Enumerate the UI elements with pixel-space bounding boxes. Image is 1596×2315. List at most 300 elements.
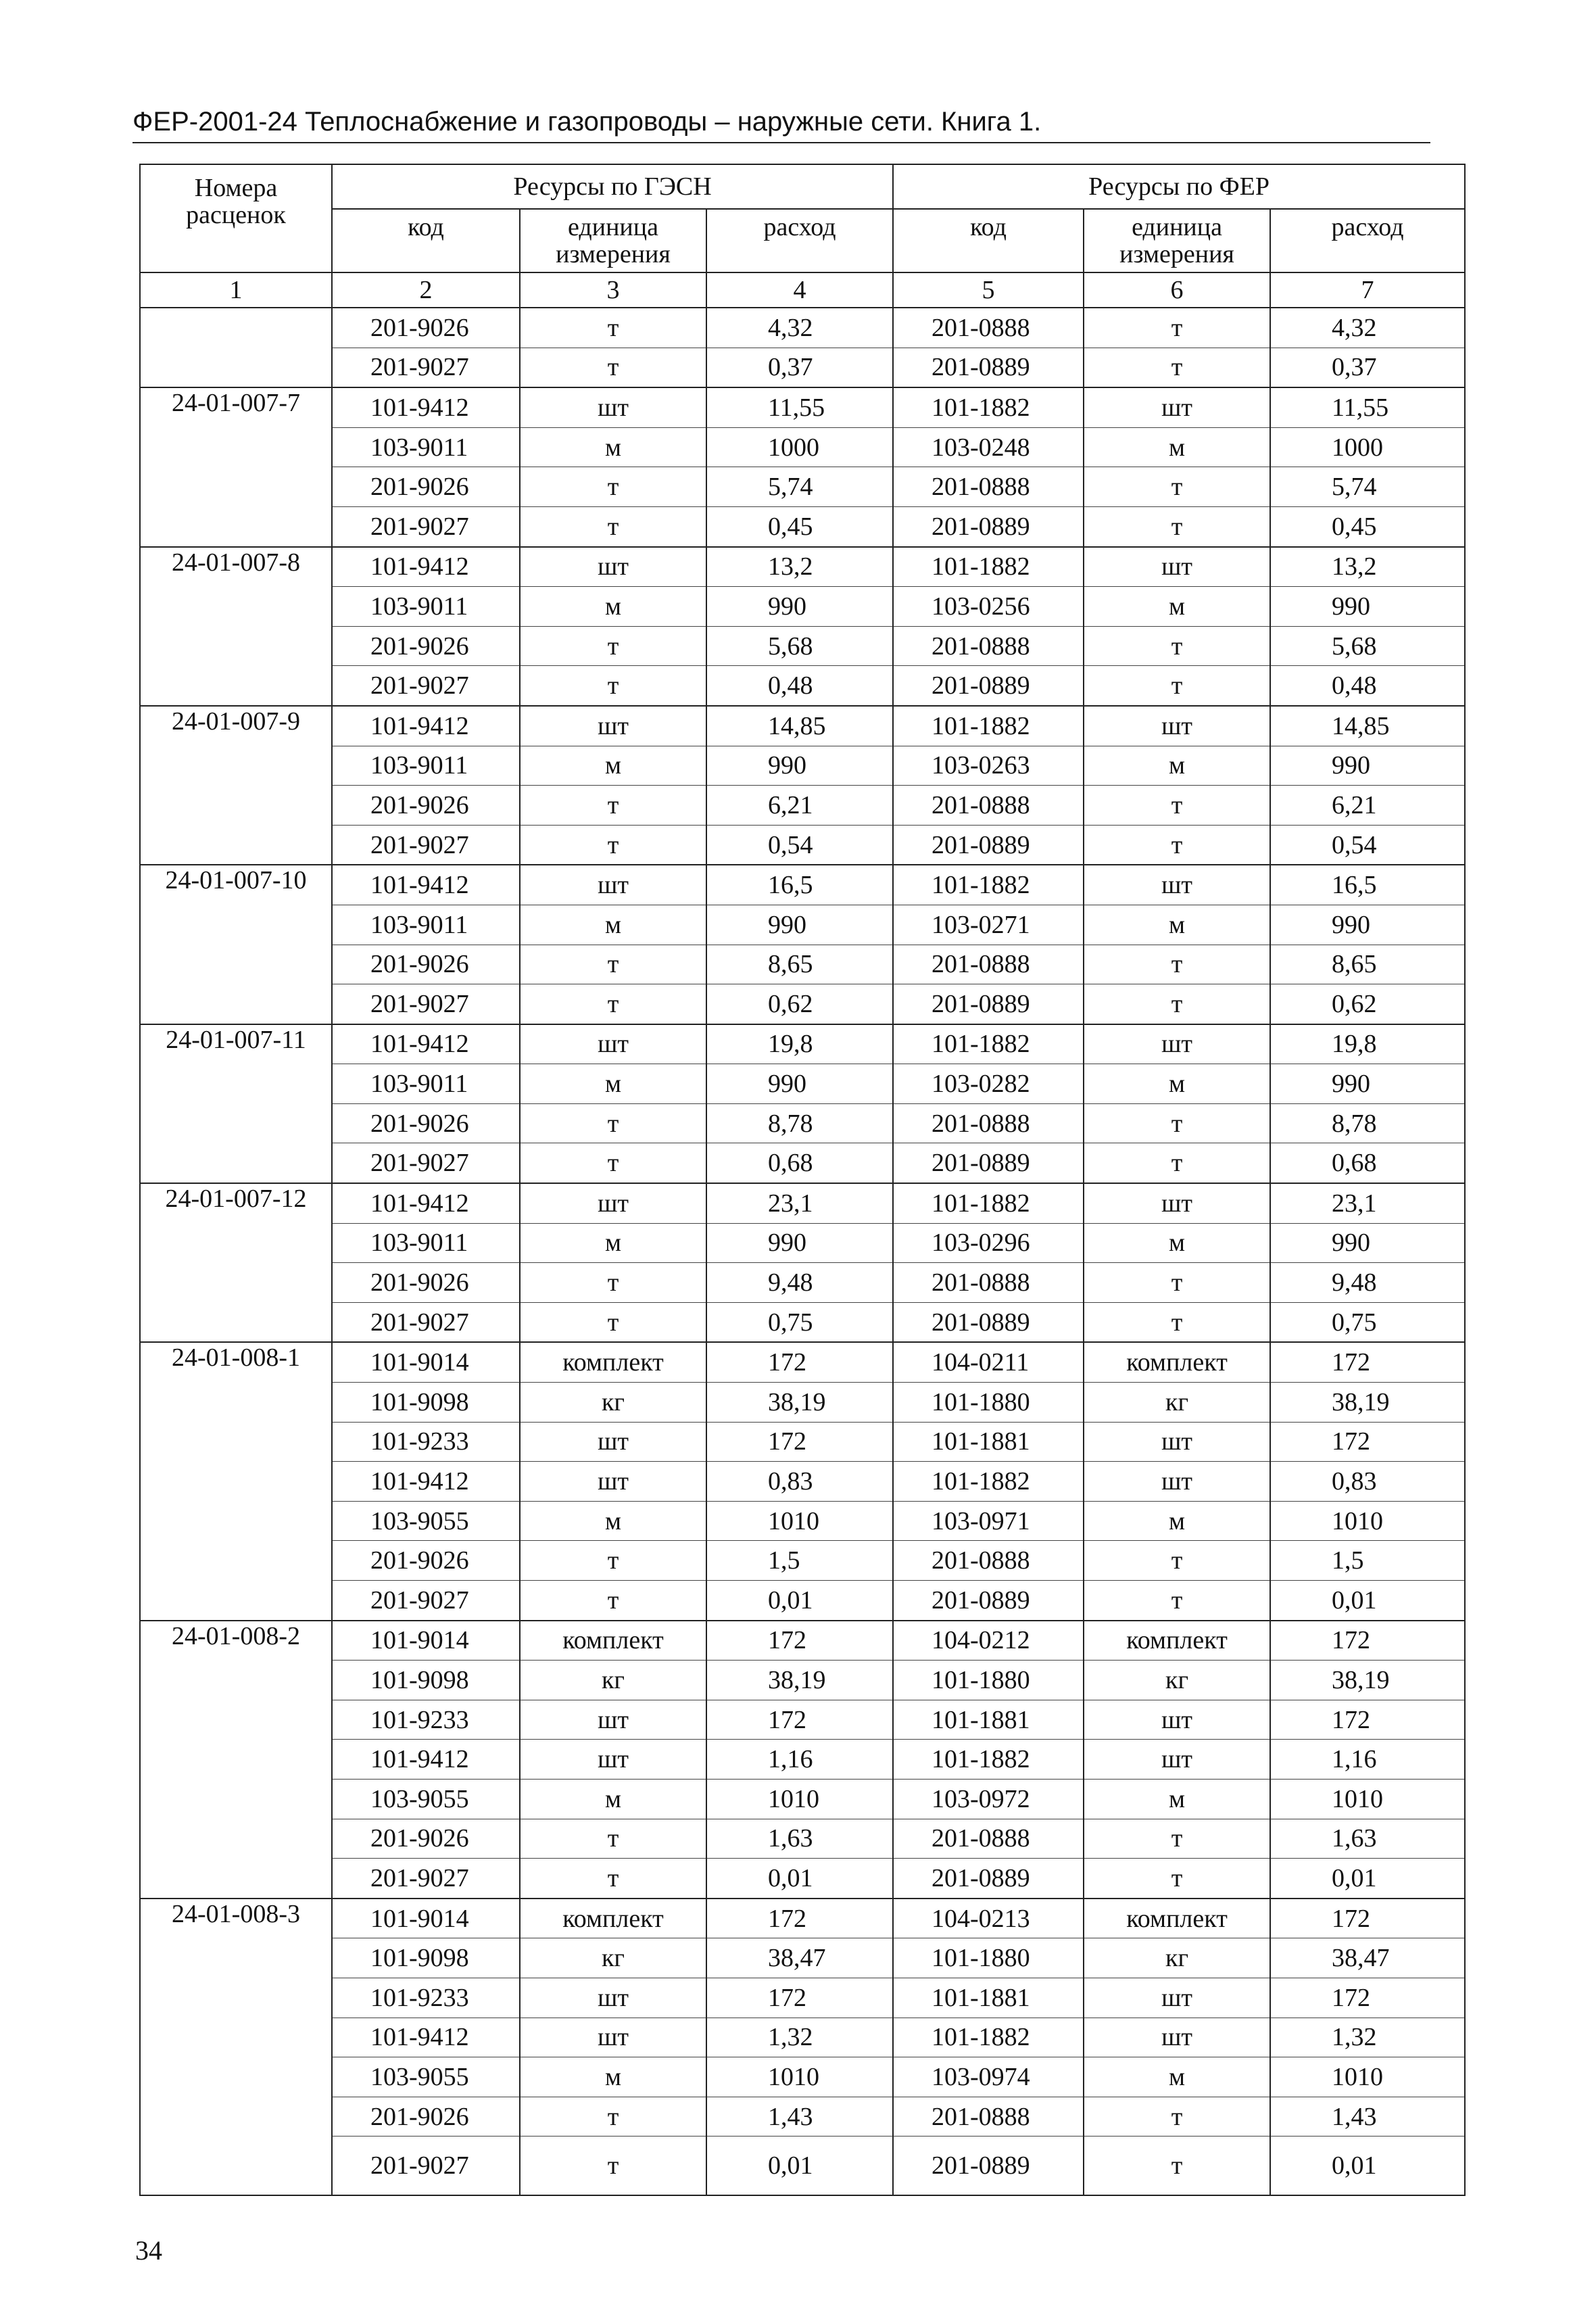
fer-unit: м	[1084, 1223, 1270, 1263]
gesn-amount: 6,21	[706, 786, 893, 826]
table-row	[140, 1462, 1465, 1502]
gesn-amount: 0,37	[706, 348, 893, 387]
fer-code: 101-1882	[893, 387, 1084, 427]
fer-amount: 0,01	[1270, 2137, 1465, 2196]
fer-amount: 172	[1270, 1700, 1465, 1740]
fer-amount: 0,48	[1270, 666, 1465, 706]
fer-unit: шт	[1084, 1024, 1270, 1064]
header-fer-unit-label: единица измерения	[1119, 213, 1234, 268]
fer-unit: шт	[1084, 387, 1270, 427]
table-row	[140, 1064, 1465, 1104]
header-group-fer: Ресурсы по ФЕР	[893, 164, 1465, 209]
fer-amount: 5,68	[1270, 626, 1465, 666]
gesn-amount: 172	[706, 1621, 893, 1661]
table-header-row-columns	[140, 209, 1465, 272]
gesn-code: 201-9026	[332, 1819, 520, 1859]
rate-number	[140, 1302, 332, 1342]
fer-amount: 0,83	[1270, 1462, 1465, 1502]
fer-amount: 1000	[1270, 427, 1465, 467]
table-row	[140, 2137, 1465, 2196]
fer-code: 103-0971	[893, 1501, 1084, 1541]
gesn-code: 103-9011	[332, 587, 520, 627]
fer-unit: шт	[1084, 1978, 1270, 2018]
fer-amount: 11,55	[1270, 387, 1465, 427]
gesn-code: 103-9011	[332, 427, 520, 467]
rate-number	[140, 1779, 332, 1819]
fer-amount: 8,65	[1270, 945, 1465, 984]
gesn-code: 101-9412	[332, 1024, 520, 1064]
header-rates	[140, 164, 332, 272]
gesn-unit: т	[520, 1302, 706, 1342]
gesn-unit: комплект	[520, 1899, 706, 1938]
fer-unit: м	[1084, 427, 1270, 467]
fer-unit: т	[1084, 1143, 1270, 1183]
gesn-amount: 0,54	[706, 825, 893, 865]
gesn-unit: м	[520, 587, 706, 627]
fer-code: 201-0889	[893, 984, 1084, 1024]
table-row	[140, 1661, 1465, 1700]
fer-unit: м	[1084, 1501, 1270, 1541]
table-header-row-groups	[140, 164, 1465, 209]
fer-unit: комплект	[1084, 1342, 1270, 1382]
table-row	[140, 626, 1465, 666]
fer-unit: т	[1084, 825, 1270, 865]
rate-number	[140, 984, 332, 1024]
gesn-code: 201-9027	[332, 825, 520, 865]
gesn-amount: 5,74	[706, 467, 893, 507]
gesn-code: 201-9027	[332, 2137, 520, 2196]
table-row	[140, 387, 1465, 427]
gesn-amount: 0,83	[706, 1462, 893, 1502]
gesn-amount: 172	[706, 1899, 893, 1938]
gesn-unit: комплект	[520, 1621, 706, 1661]
gesn-unit: шт	[520, 1740, 706, 1780]
fer-amount: 19,8	[1270, 1024, 1465, 1064]
gesn-amount: 8,78	[706, 1103, 893, 1143]
fer-code: 104-0212	[893, 1621, 1084, 1661]
rate-number: 24-01-008-3	[140, 1899, 332, 1938]
gesn-code: 201-9026	[332, 467, 520, 507]
fer-code: 101-1881	[893, 1700, 1084, 1740]
fer-unit: шт	[1084, 1422, 1270, 1462]
fer-amount: 172	[1270, 1978, 1465, 2018]
rate-number: 24-01-008-1	[140, 1342, 332, 1382]
gesn-amount: 0,01	[706, 1581, 893, 1621]
rate-number	[140, 1740, 332, 1780]
fer-amount: 16,5	[1270, 865, 1465, 905]
fer-amount: 13,2	[1270, 547, 1465, 587]
gesn-code: 101-9014	[332, 1621, 520, 1661]
fer-amount: 172	[1270, 1899, 1465, 1938]
gesn-code: 201-9026	[332, 308, 520, 348]
rate-number: 24-01-007-9	[140, 706, 332, 746]
gesn-unit: т	[520, 984, 706, 1024]
rate-number	[140, 1064, 332, 1104]
fer-amount: 990	[1270, 587, 1465, 627]
fer-amount: 8,78	[1270, 1103, 1465, 1143]
table-row	[140, 1700, 1465, 1740]
rate-number	[140, 666, 332, 706]
fer-amount: 172	[1270, 1342, 1465, 1382]
fer-code: 201-0888	[893, 1263, 1084, 1303]
fer-unit: м	[1084, 587, 1270, 627]
fer-unit: кг	[1084, 1938, 1270, 1978]
fer-code: 201-0888	[893, 308, 1084, 348]
gesn-amount: 0,01	[706, 2137, 893, 2196]
fer-unit: кг	[1084, 1661, 1270, 1700]
fer-code: 101-1882	[893, 1740, 1084, 1780]
gesn-code: 101-9412	[332, 387, 520, 427]
fer-code: 103-0271	[893, 905, 1084, 945]
rate-number	[140, 587, 332, 627]
gesn-unit: шт	[520, 1462, 706, 1502]
header-fer-amount: расход	[1270, 209, 1465, 272]
fer-code: 103-0256	[893, 587, 1084, 627]
gesn-code: 101-9412	[332, 547, 520, 587]
fer-code: 201-0889	[893, 666, 1084, 706]
fer-amount: 1,43	[1270, 2097, 1465, 2137]
column-number-row	[140, 272, 1465, 308]
fer-code: 201-0888	[893, 1819, 1084, 1859]
rate-number	[140, 427, 332, 467]
gesn-amount: 1,16	[706, 1740, 893, 1780]
fer-code: 103-0282	[893, 1064, 1084, 1104]
gesn-unit: шт	[520, 2018, 706, 2057]
fer-code: 201-0888	[893, 467, 1084, 507]
fer-unit: комплект	[1084, 1899, 1270, 1938]
gesn-code: 101-9412	[332, 1462, 520, 1502]
fer-unit: т	[1084, 2137, 1270, 2196]
fer-code: 201-0888	[893, 626, 1084, 666]
gesn-unit: т	[520, 1143, 706, 1183]
fer-code: 101-1882	[893, 1183, 1084, 1223]
fer-unit: т	[1084, 1819, 1270, 1859]
gesn-code: 101-9412	[332, 2018, 520, 2057]
gesn-amount: 0,68	[706, 1143, 893, 1183]
fer-unit: комплект	[1084, 1621, 1270, 1661]
gesn-code: 101-9098	[332, 1383, 520, 1423]
fer-unit: м	[1084, 1779, 1270, 1819]
fer-amount: 0,54	[1270, 825, 1465, 865]
fer-code: 101-1882	[893, 1024, 1084, 1064]
document-title: ФЕР-2001-24 Теплоснабжение и газопроводы – наружные сети. Книга 1.	[132, 107, 1042, 137]
gesn-unit: т	[520, 348, 706, 387]
gesn-code: 101-9233	[332, 1700, 520, 1740]
table-row	[140, 1779, 1465, 1819]
fer-amount: 1010	[1270, 1779, 1465, 1819]
fer-unit: т	[1084, 1103, 1270, 1143]
table-row	[140, 1223, 1465, 1263]
table-row	[140, 308, 1465, 348]
gesn-amount: 23,1	[706, 1183, 893, 1223]
rate-number	[140, 1978, 332, 2018]
gesn-amount: 0,45	[706, 506, 893, 546]
rate-number	[140, 467, 332, 507]
fer-amount: 9,48	[1270, 1263, 1465, 1303]
fer-amount: 0,62	[1270, 984, 1465, 1024]
fer-unit: т	[1084, 2097, 1270, 2137]
fer-code: 201-0888	[893, 2097, 1084, 2137]
gesn-amount: 14,85	[706, 706, 893, 746]
header-gesn-unit	[520, 209, 706, 272]
column-number: 1	[140, 272, 332, 308]
table-row	[140, 587, 1465, 627]
fer-unit: т	[1084, 308, 1270, 348]
fer-code: 101-1882	[893, 865, 1084, 905]
fer-amount: 1,5	[1270, 1541, 1465, 1581]
rate-number	[140, 626, 332, 666]
gesn-code: 103-9011	[332, 1064, 520, 1104]
gesn-unit: м	[520, 1779, 706, 1819]
fer-amount: 0,37	[1270, 348, 1465, 387]
fer-amount: 172	[1270, 1621, 1465, 1661]
fer-amount: 172	[1270, 1422, 1465, 1462]
gesn-amount: 990	[706, 746, 893, 786]
gesn-amount: 13,2	[706, 547, 893, 587]
table-row	[140, 1024, 1465, 1064]
gesn-code: 201-9027	[332, 506, 520, 546]
table-row	[140, 1302, 1465, 1342]
table-row	[140, 547, 1465, 587]
gesn-unit: т	[520, 786, 706, 826]
gesn-code: 103-9011	[332, 905, 520, 945]
gesn-code: 103-9055	[332, 2057, 520, 2097]
fer-amount: 1010	[1270, 1501, 1465, 1541]
gesn-unit: м	[520, 2057, 706, 2097]
fer-code: 201-0889	[893, 506, 1084, 546]
rate-number	[140, 308, 332, 348]
rate-number	[140, 825, 332, 865]
fer-code: 201-0889	[893, 1859, 1084, 1899]
gesn-amount: 990	[706, 905, 893, 945]
table-row	[140, 1740, 1465, 1780]
gesn-code: 103-9011	[332, 746, 520, 786]
fer-amount: 4,32	[1270, 308, 1465, 348]
gesn-unit: м	[520, 746, 706, 786]
column-number: 4	[706, 272, 893, 308]
gesn-unit: т	[520, 1263, 706, 1303]
gesn-unit: т	[520, 666, 706, 706]
fer-code: 101-1882	[893, 547, 1084, 587]
gesn-amount: 990	[706, 587, 893, 627]
rate-number	[140, 1859, 332, 1899]
gesn-amount: 1000	[706, 427, 893, 467]
gesn-amount: 0,75	[706, 1302, 893, 1342]
gesn-unit: т	[520, 308, 706, 348]
fer-unit: т	[1084, 666, 1270, 706]
fer-unit: т	[1084, 348, 1270, 387]
rate-number	[140, 2018, 332, 2057]
fer-code: 201-0888	[893, 1103, 1084, 1143]
table-row	[140, 706, 1465, 746]
gesn-code: 101-9412	[332, 706, 520, 746]
gesn-amount: 5,68	[706, 626, 893, 666]
gesn-code: 101-9233	[332, 1978, 520, 2018]
gesn-unit: шт	[520, 1978, 706, 2018]
fer-amount: 1010	[1270, 2057, 1465, 2097]
gesn-amount: 1010	[706, 2057, 893, 2097]
fer-unit: м	[1084, 2057, 1270, 2097]
gesn-amount: 11,55	[706, 387, 893, 427]
gesn-amount: 1010	[706, 1779, 893, 1819]
fer-code: 103-0248	[893, 427, 1084, 467]
table-row	[140, 1342, 1465, 1382]
table-row	[140, 348, 1465, 387]
rate-number	[140, 2137, 332, 2196]
fer-amount: 6,21	[1270, 786, 1465, 826]
gesn-code: 201-9026	[332, 786, 520, 826]
table-body	[140, 272, 1465, 2195]
gesn-code: 101-9014	[332, 1899, 520, 1938]
fer-amount: 1,32	[1270, 2018, 1465, 2057]
page-number: 34	[135, 2235, 162, 2266]
gesn-unit: т	[520, 467, 706, 507]
gesn-unit: шт	[520, 1024, 706, 1064]
gesn-amount: 990	[706, 1223, 893, 1263]
fer-unit: шт	[1084, 1183, 1270, 1223]
gesn-code: 201-9026	[332, 2097, 520, 2137]
header-gesn-code: код	[332, 209, 520, 272]
gesn-unit: шт	[520, 1700, 706, 1740]
header-fer-unit	[1084, 209, 1270, 272]
table-row	[140, 2097, 1465, 2137]
fer-code: 103-0263	[893, 746, 1084, 786]
fer-unit: шт	[1084, 1740, 1270, 1780]
table-row	[140, 467, 1465, 507]
fer-code: 201-0889	[893, 348, 1084, 387]
gesn-unit: т	[520, 506, 706, 546]
rate-number	[140, 348, 332, 387]
table-row	[140, 1183, 1465, 1223]
gesn-unit: т	[520, 1581, 706, 1621]
fer-amount: 14,85	[1270, 706, 1465, 746]
gesn-amount: 0,62	[706, 984, 893, 1024]
rate-number	[140, 2097, 332, 2137]
gesn-code: 101-9412	[332, 1740, 520, 1780]
fer-amount: 0,68	[1270, 1143, 1465, 1183]
gesn-amount: 38,19	[706, 1661, 893, 1700]
gesn-code: 201-9027	[332, 1581, 520, 1621]
table-row	[140, 666, 1465, 706]
header-divider	[132, 142, 1430, 143]
table-row	[140, 1621, 1465, 1661]
column-number: 7	[1270, 272, 1465, 308]
fer-code: 103-0296	[893, 1223, 1084, 1263]
fer-amount: 990	[1270, 905, 1465, 945]
gesn-code: 101-9412	[332, 865, 520, 905]
fer-code: 103-0972	[893, 1779, 1084, 1819]
fer-code: 201-0888	[893, 786, 1084, 826]
fer-code: 101-1880	[893, 1661, 1084, 1700]
gesn-unit: шт	[520, 1183, 706, 1223]
fer-code: 201-0888	[893, 945, 1084, 984]
table-row	[140, 1263, 1465, 1303]
gesn-amount: 1010	[706, 1501, 893, 1541]
rate-number	[140, 1103, 332, 1143]
fer-code: 104-0213	[893, 1899, 1084, 1938]
fer-amount: 1,16	[1270, 1740, 1465, 1780]
gesn-unit: м	[520, 427, 706, 467]
gesn-amount: 1,63	[706, 1819, 893, 1859]
fer-code: 101-1881	[893, 1422, 1084, 1462]
table-row	[140, 1501, 1465, 1541]
fer-amount: 0,45	[1270, 506, 1465, 546]
column-number: 5	[893, 272, 1084, 308]
rate-number: 24-01-007-8	[140, 547, 332, 587]
gesn-code: 201-9026	[332, 945, 520, 984]
gesn-unit: т	[520, 1859, 706, 1899]
fer-amount: 38,19	[1270, 1383, 1465, 1423]
fer-amount: 38,47	[1270, 1938, 1465, 1978]
rate-number	[140, 1541, 332, 1581]
gesn-unit: шт	[520, 387, 706, 427]
table-row	[140, 905, 1465, 945]
rate-number	[140, 1938, 332, 1978]
rate-number	[140, 786, 332, 826]
gesn-amount: 0,01	[706, 1859, 893, 1899]
fer-amount: 990	[1270, 746, 1465, 786]
fer-code: 101-1881	[893, 1978, 1084, 2018]
gesn-unit: м	[520, 1223, 706, 1263]
gesn-unit: шт	[520, 1422, 706, 1462]
rate-number	[140, 905, 332, 945]
table-row	[140, 2018, 1465, 2057]
fer-unit: т	[1084, 1581, 1270, 1621]
gesn-code: 201-9027	[332, 1302, 520, 1342]
gesn-unit: кг	[520, 1383, 706, 1423]
table-row	[140, 1859, 1465, 1899]
gesn-amount: 0,48	[706, 666, 893, 706]
gesn-code: 201-9026	[332, 626, 520, 666]
gesn-unit: т	[520, 626, 706, 666]
gesn-amount: 1,43	[706, 2097, 893, 2137]
table-row	[140, 1938, 1465, 1978]
header-gesn-amount: расход	[706, 209, 893, 272]
gesn-amount: 990	[706, 1064, 893, 1104]
fer-unit: м	[1084, 1064, 1270, 1104]
fer-unit: т	[1084, 1302, 1270, 1342]
gesn-code: 101-9098	[332, 1938, 520, 1978]
resources-table	[139, 164, 1466, 2196]
gesn-amount: 1,32	[706, 2018, 893, 2057]
fer-unit: м	[1084, 905, 1270, 945]
gesn-amount: 16,5	[706, 865, 893, 905]
gesn-amount: 19,8	[706, 1024, 893, 1064]
fer-code: 201-0889	[893, 2137, 1084, 2196]
fer-code: 104-0211	[893, 1342, 1084, 1382]
gesn-unit: кг	[520, 1938, 706, 1978]
fer-unit: т	[1084, 786, 1270, 826]
gesn-unit: кг	[520, 1661, 706, 1700]
gesn-amount: 9,48	[706, 1263, 893, 1303]
table-row	[140, 1899, 1465, 1938]
fer-amount: 1,63	[1270, 1819, 1465, 1859]
rate-number	[140, 1581, 332, 1621]
fer-unit: кг	[1084, 1383, 1270, 1423]
gesn-unit: шт	[520, 706, 706, 746]
fer-unit: т	[1084, 1541, 1270, 1581]
rate-number: 24-01-008-2	[140, 1621, 332, 1661]
rate-number: 24-01-007-11	[140, 1024, 332, 1064]
gesn-code: 103-9055	[332, 1779, 520, 1819]
gesn-code: 201-9026	[332, 1541, 520, 1581]
header-gesn-unit-label: единица измерения	[556, 213, 671, 268]
gesn-code: 201-9026	[332, 1103, 520, 1143]
fer-unit: шт	[1084, 1700, 1270, 1740]
table-row	[140, 984, 1465, 1024]
fer-unit: т	[1084, 506, 1270, 546]
gesn-amount: 38,19	[706, 1383, 893, 1423]
